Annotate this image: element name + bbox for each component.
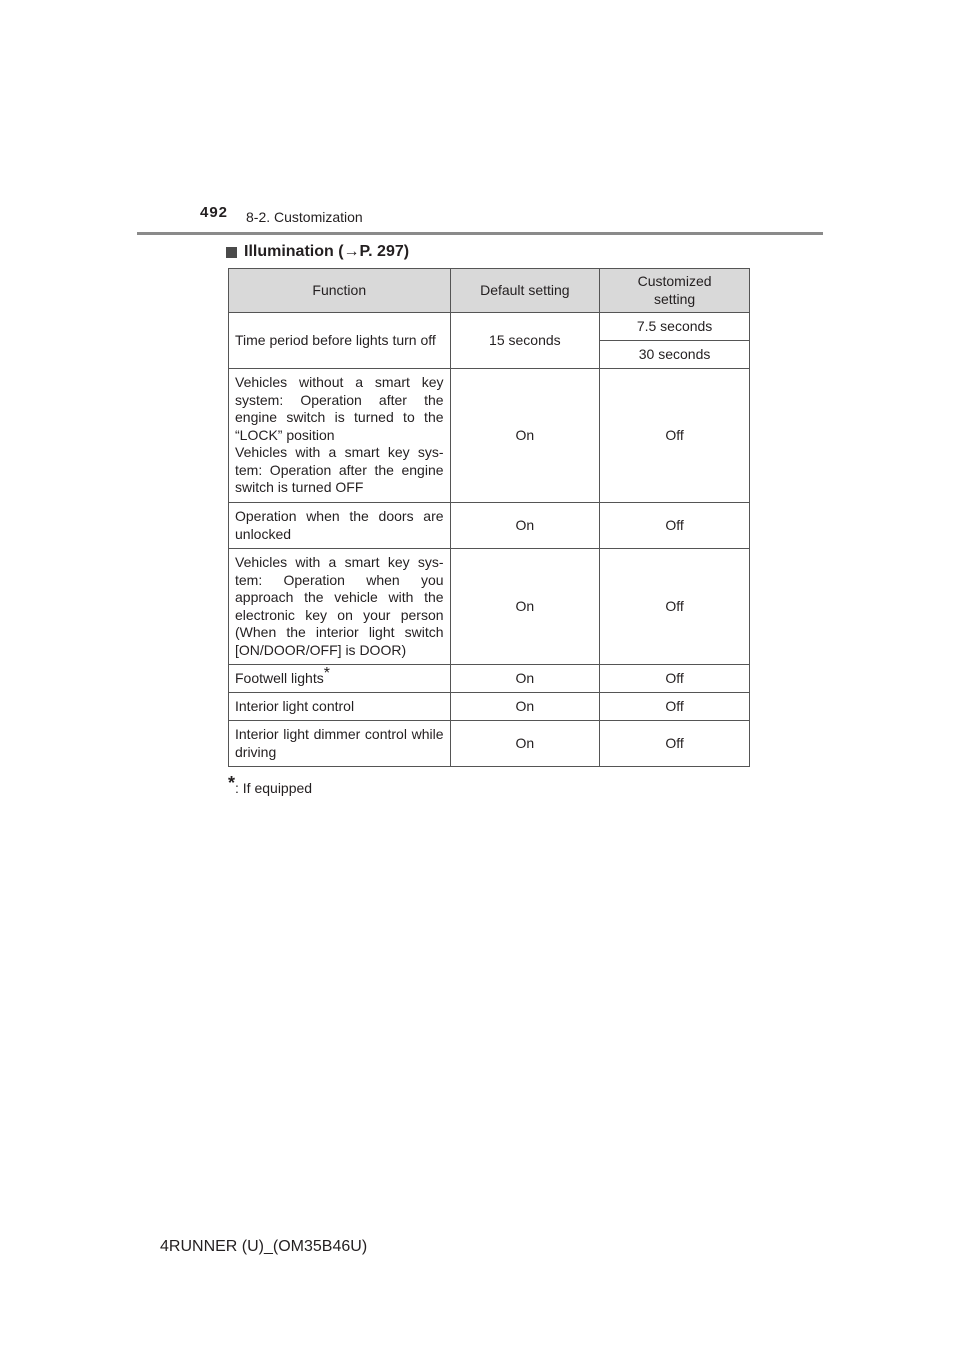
table-row [229,549,750,665]
default-cell: On [450,549,600,665]
function-cell: Operation when the doors are unlocked [229,503,451,549]
footnote [228,773,313,798]
function-cell: Interior light dimmer control while driving [229,721,451,767]
function-cell: Time period before lights turn off [229,313,451,369]
custom-cell: 30 seconds [600,341,750,369]
footnote-text: : If equipped [235,780,313,796]
header-rule [137,232,823,235]
custom-cell: Off [600,721,750,767]
table-row [229,369,750,503]
function-cell [229,369,451,503]
table-row [229,665,750,693]
function-cell: Interior light control [229,693,451,721]
column-header-customized: Customized setting [600,269,750,313]
custom-cell: 7.5 seconds [600,313,750,341]
arrow-icon: → [343,243,360,260]
default-cell: On [450,503,600,549]
page-reference-link[interactable]: P. 297) [359,243,410,260]
footnote-marker: * [323,665,330,683]
page-number: 492 [200,204,229,221]
function-cell: Vehicles with a smart key sys-tem: Operation when you approach the vehicle with the electronic key on your person (When the interior light switch [ON/DOOR/OFF] is DOOR) [229,549,451,665]
table-row [229,313,750,341]
custom-cell: Off [600,693,750,721]
square-bullet-icon [226,247,237,258]
section-label: 8-2. Customization [246,209,363,225]
custom-cell: Off [600,549,750,665]
column-header-function: Function [229,269,451,313]
table-row [229,693,750,721]
table-row [229,503,750,549]
default-cell: On [450,665,600,693]
custom-cell: Off [600,369,750,503]
function-cell [229,665,451,693]
custom-cell: Off [600,665,750,693]
footnote-marker: * [228,773,236,793]
default-cell: On [450,721,600,767]
default-cell: On [450,693,600,721]
customization-table [228,268,750,767]
default-cell: On [450,369,600,503]
manual-code: 4RUNNER (U)_(OM35B46U) [160,1238,368,1255]
column-header-default: Default setting [450,269,600,313]
function-text: Footwell lights [235,669,324,686]
function-text-line: Vehicles without a smart key system: Operation after the engine switch is turned to the “LOCK” position Vehicles with a smart key sys-tem: Operation after the engine switch is turned OFF [235,374,444,496]
custom-cell: Off [600,503,750,549]
heading-prefix: Illumination ( [244,243,344,260]
default-cell: 15 seconds [450,313,600,369]
table-header-row [229,269,750,313]
section-heading [222,243,409,261]
table-row [229,721,750,767]
